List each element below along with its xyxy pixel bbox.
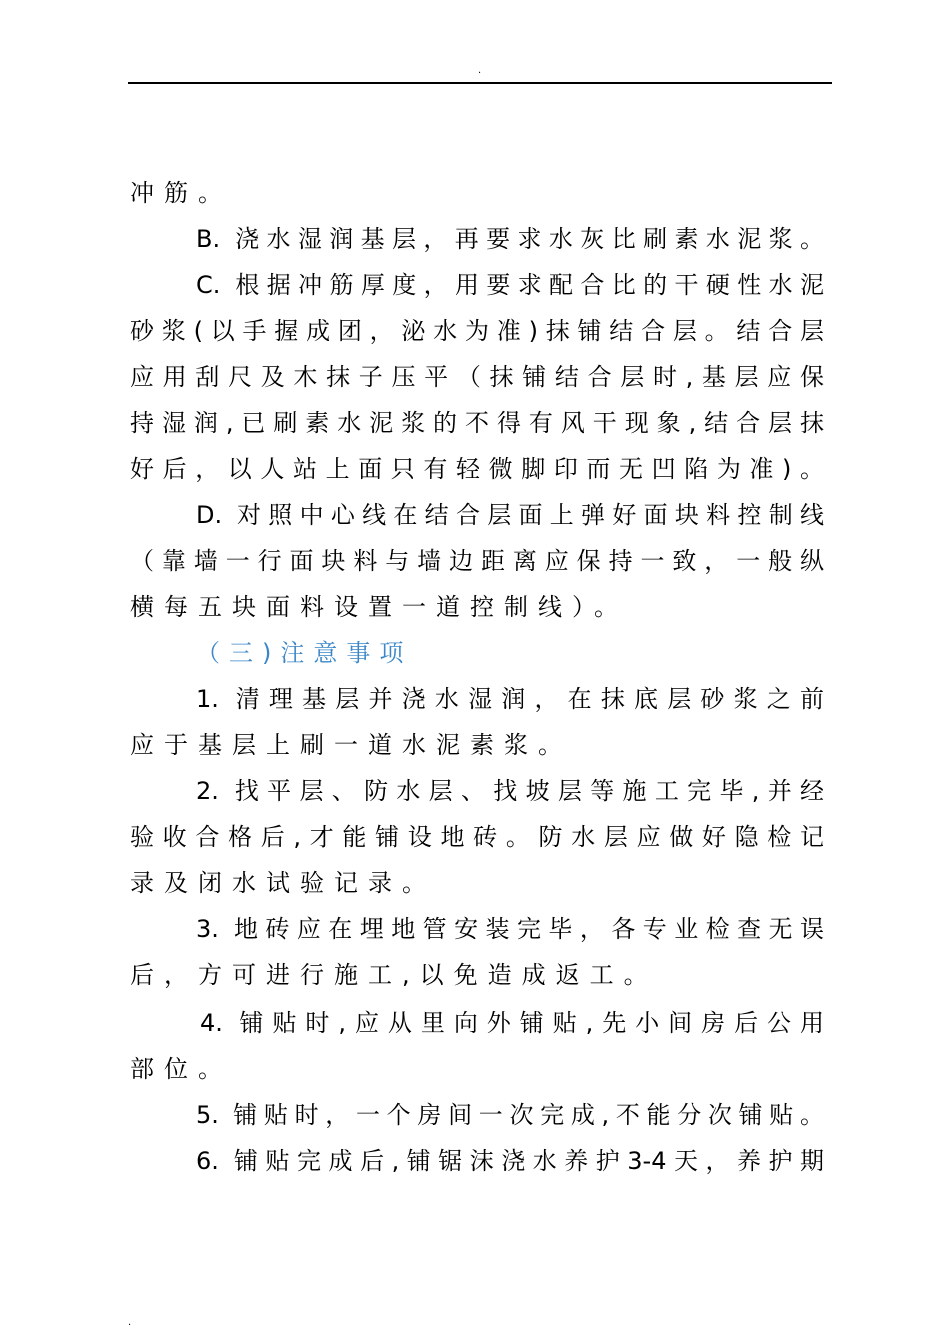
text-line-15: 验收合格后,才能铺设地砖。防水层应做好隐检记 bbox=[130, 823, 824, 851]
text-line-22: 6. 铺贴完成后,铺锯沫浇水养护3-4天，养护期 bbox=[196, 1147, 824, 1175]
text-line-14: 2. 找平层、防水层、找坡层等施工完毕,并经 bbox=[196, 777, 824, 805]
text-line-4: 砂浆(以手握成团，泌水为准)抹铺结合层。结合层 bbox=[130, 317, 824, 345]
text-line-13: 应于基层上刷一道水泥素浆。 bbox=[130, 731, 572, 759]
header-mark: . bbox=[478, 65, 482, 76]
text-line-12: 1. 清理基层并浇水湿润，在抹底层砂浆之前 bbox=[196, 685, 824, 713]
header-rule bbox=[128, 82, 832, 84]
footer-mark: . bbox=[128, 1317, 132, 1328]
text-line-7: 好后，以人站上面只有轻微脚印而无凹陷为准)。 bbox=[130, 455, 824, 483]
text-line-17: 3. 地砖应在埋地管安装完毕，各专业检查无误 bbox=[196, 915, 824, 943]
text-line-9: （靠墙一行面块料与墙边距离应保持一致，一般纵 bbox=[130, 547, 824, 575]
text-line-1: 冲筋。 bbox=[130, 179, 232, 207]
text-line-16: 录及闭水试验记录。 bbox=[130, 869, 436, 897]
text-line-20: 部位。 bbox=[130, 1055, 232, 1083]
text-line-6: 持湿润,已刷素水泥浆的不得有风干现象,结合层抹 bbox=[130, 409, 824, 437]
text-line-2: B. 浇水湿润基层，再要求水灰比刷素水泥浆。 bbox=[196, 225, 824, 253]
text-line-8: D. 对照中心线在结合层面上弹好面块料控制线 bbox=[196, 501, 824, 529]
text-line-10: 横每五块面料设置一道控制线）。 bbox=[130, 593, 628, 621]
section-heading: （三)注意事项 bbox=[196, 639, 413, 667]
text-line-5: 应用刮尺及木抹子压平（抹铺结合层时,基层应保 bbox=[130, 363, 824, 391]
text-line-18: 后，方可进行施工,以免造成返工。 bbox=[130, 961, 658, 989]
text-line-21: 5. 铺贴时，一个房间一次完成,不能分次铺贴。 bbox=[196, 1101, 824, 1129]
text-line-3: C. 根据冲筋厚度，用要求配合比的干硬性水泥 bbox=[196, 271, 824, 299]
text-line-19: 4. 铺贴时,应从里向外铺贴,先小间房后公用 bbox=[200, 1009, 824, 1037]
